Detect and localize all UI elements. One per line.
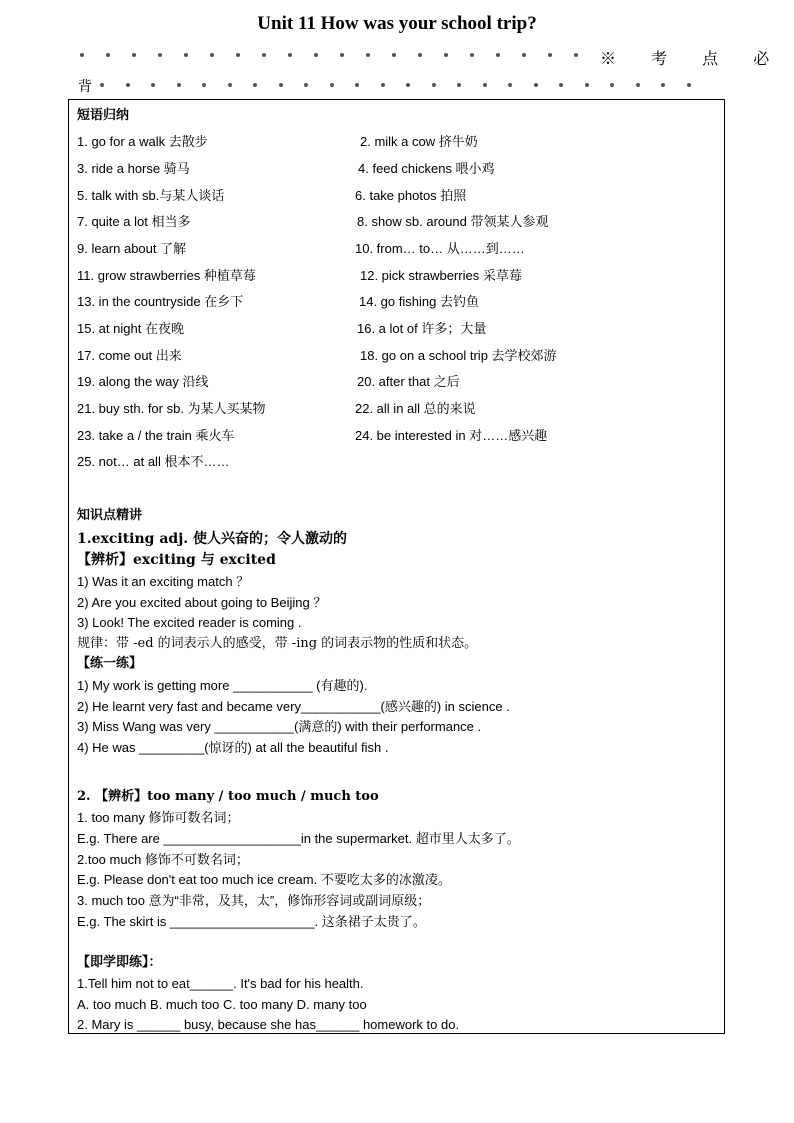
divider-dot xyxy=(80,53,84,57)
divider-dot xyxy=(457,83,461,87)
explanation-line: 3. much too 意为“非常，及其，太”，修饰形容词或副词原级； xyxy=(77,893,431,908)
phrase-item: 16. a lot of 许多；大量 xyxy=(357,321,487,336)
point-title: 2. 【辨析】too many / too much / much too xyxy=(77,789,379,804)
divider-dot xyxy=(151,83,155,87)
point-bianxi: 【辨析】exciting 与 excited xyxy=(77,552,276,568)
phrase-item: 13. in the countryside 在乡下 xyxy=(77,294,244,309)
explanation-line: E.g. There are ___________________in the supermarket. 超市里人太多了。 xyxy=(77,831,520,846)
phrase-item: 6. take photos 拍照 xyxy=(355,188,467,203)
divider-dot xyxy=(158,53,162,57)
divider-dot xyxy=(366,53,370,57)
phrase-item: 1. go for a walk 去散步 xyxy=(77,134,208,149)
explanation-line: 1. too many 修饰可数名词； xyxy=(77,810,240,825)
phrase-item: 7. quite a lot 相当多 xyxy=(77,214,191,229)
divider-dot xyxy=(288,53,292,57)
divider-dot xyxy=(585,83,589,87)
phrase-item: 18. go on a school trip 去学校郊游 xyxy=(360,348,557,363)
quiz-line: A. too much B. much too C. too many D. many too xyxy=(77,997,367,1012)
divider-dot xyxy=(228,83,232,87)
divider-dot xyxy=(132,53,136,57)
divider-dot xyxy=(381,83,385,87)
dotted-divider xyxy=(100,83,740,93)
phrase-item: 24. be interested in 对……感兴趣 xyxy=(355,428,548,443)
divider-dot xyxy=(508,83,512,87)
divider-dot xyxy=(548,53,552,57)
divider-dot xyxy=(304,83,308,87)
phrase-item: 2. milk a cow 挤牛奶 xyxy=(360,134,478,149)
phrase-item: 22. all in all 总的来说 xyxy=(355,401,476,416)
practice-item: 1) My work is getting more ___________ (有趣的). xyxy=(77,678,368,693)
example-sentence: 1) Was it an exciting match ？ xyxy=(77,574,250,589)
divider-dot xyxy=(253,83,257,87)
divider-dot xyxy=(636,83,640,87)
phrase-item: 15. at night 在夜晚 xyxy=(77,321,184,336)
divider-dot xyxy=(184,53,188,57)
phrase-item: 3. ride a horse 骑马 xyxy=(77,161,190,176)
phrase-item: 11. grow strawberries 种植草莓 xyxy=(77,268,256,283)
point-title: 1.exciting adj. 使人兴奋的；令人激动的 xyxy=(77,531,348,547)
page-title: Unit 11 How was your school trip? xyxy=(257,13,537,34)
divider-dot xyxy=(444,53,448,57)
example-sentence: 3) Look! The excited reader is coming . xyxy=(77,615,302,630)
explanation-line: 2.too much 修饰不可数名词； xyxy=(77,852,249,867)
divider-dot xyxy=(496,53,500,57)
quiz-line: 2. Mary is ______ busy, because she has______ homework to do. xyxy=(77,1017,460,1032)
divider-dot xyxy=(610,83,614,87)
divider-dot xyxy=(314,53,318,57)
explanation-line: E.g. Please don't eat too much ice cream. 不要吃太多的冰激凌。 xyxy=(77,872,451,887)
divider-dot xyxy=(470,53,474,57)
section-heading-points: 知识点精讲 xyxy=(77,508,143,523)
example-sentence: 2) Are you excited about going to Beijing ？ xyxy=(77,595,327,610)
phrase-item: 20. after that 之后 xyxy=(357,374,460,389)
divider-dot xyxy=(574,53,578,57)
divider-dot xyxy=(406,83,410,87)
phrase-item: 5. talk with sb.与某人谈话 xyxy=(77,188,225,203)
divider-dot xyxy=(687,83,691,87)
phrase-item: 10. from… to… 从……到…… xyxy=(355,241,525,256)
phrase-item: 9. learn about 了解 xyxy=(77,241,187,256)
explanation-line: E.g. The skirt is ____________________. 这条裙子太贵了。 xyxy=(77,914,426,929)
divider-dot xyxy=(202,83,206,87)
divider-dot xyxy=(330,83,334,87)
divider-dot xyxy=(661,83,665,87)
rule-text: 规律：带 -ed 的词表示人的感受，带 -ing 的词表示物的性质和状态。 xyxy=(77,636,478,651)
phrase-item: 14. go fishing 去钓鱼 xyxy=(359,294,479,309)
divider-dot xyxy=(418,53,422,57)
divider-dot xyxy=(534,83,538,87)
divider-dot xyxy=(392,53,396,57)
quiz-heading: 【即学即练】： xyxy=(77,955,162,970)
divider-dot xyxy=(210,53,214,57)
divider-dot xyxy=(177,83,181,87)
section-marker: ※ 考 点 必 xyxy=(600,49,785,68)
divider-dot xyxy=(355,83,359,87)
content-box xyxy=(68,99,725,1034)
phrase-item: 23. take a / the train 乘火车 xyxy=(77,428,235,443)
practice-item: 2) He learnt very fast and became very___________(感兴趣的) in science . xyxy=(77,699,510,714)
divider-dot xyxy=(432,83,436,87)
phrase-item: 25. not… at all 根本不…… xyxy=(77,454,230,469)
practice-heading: 【练一练】 xyxy=(77,656,143,671)
section-marker-cont: 背 xyxy=(78,79,92,95)
practice-item: 3) Miss Wang was very ___________(满意的) with their performance . xyxy=(77,719,482,734)
divider-dot xyxy=(126,83,130,87)
phrase-item: 21. buy sth. for sb. 为某人买某物 xyxy=(77,401,266,416)
quiz-line: 1.Tell him not to eat______. It's bad for his health. xyxy=(77,976,364,991)
phrase-item: 19. along the way 沿线 xyxy=(77,374,209,389)
phrase-item: 17. come out 出来 xyxy=(77,348,182,363)
phrase-item: 4. feed chickens 喂小鸡 xyxy=(358,161,495,176)
phrase-item: 12. pick strawberries 采草莓 xyxy=(360,268,522,283)
divider-dot xyxy=(106,53,110,57)
phrase-item: 8. show sb. around 带领某人参观 xyxy=(357,214,549,229)
section-heading-phrases: 短语归纳 xyxy=(77,108,130,123)
divider-dot xyxy=(483,83,487,87)
practice-item: 4) He was _________(惊讶的) at all the beautiful fish . xyxy=(77,740,389,755)
divider-dot xyxy=(100,83,104,87)
divider-dot xyxy=(522,53,526,57)
divider-dot xyxy=(559,83,563,87)
divider-dot xyxy=(262,53,266,57)
divider-dot xyxy=(236,53,240,57)
divider-dot xyxy=(279,83,283,87)
divider-dot xyxy=(340,53,344,57)
